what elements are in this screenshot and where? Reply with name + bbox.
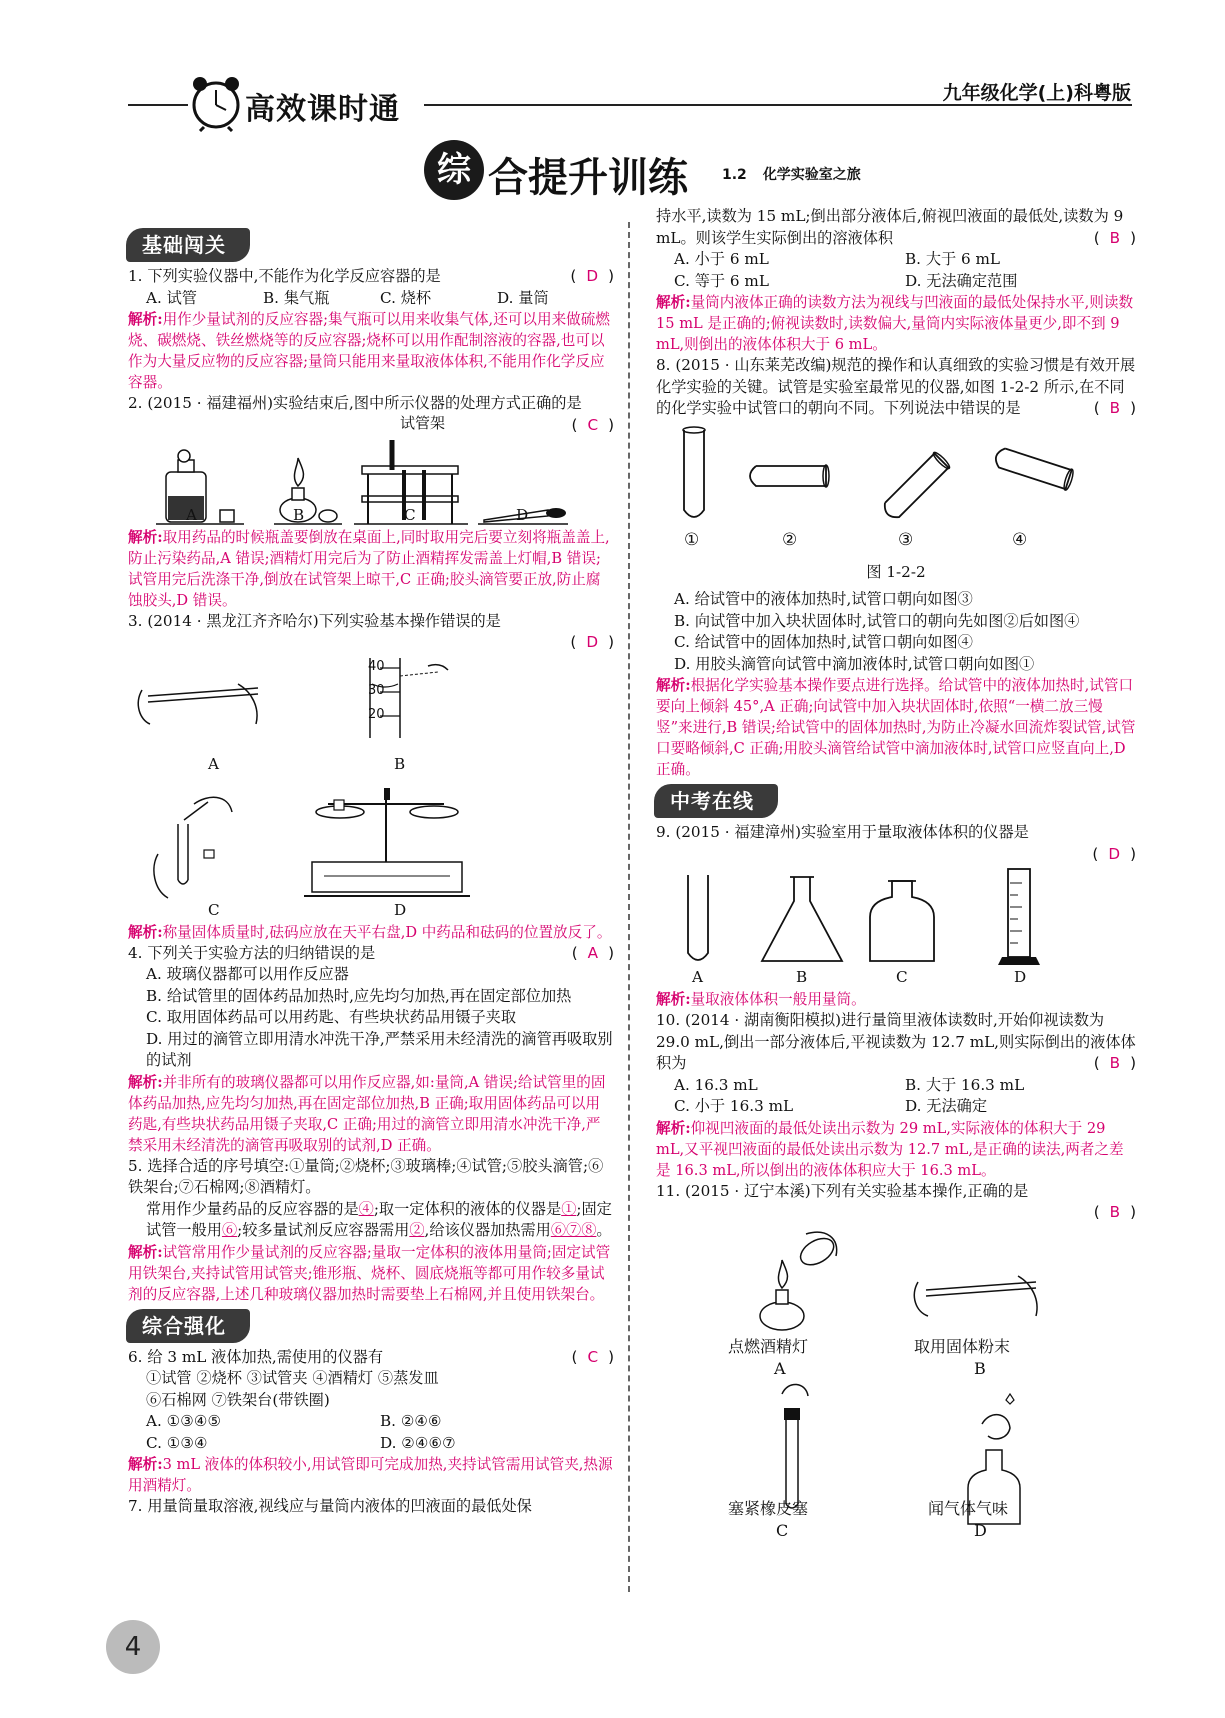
option: B. ②④⑥ — [380, 1412, 442, 1430]
explanation-10: 解析:仰视凹液面的最低处读出示数为 29 mL,实际液体的体积大于 29 mL,又平视凹液面的最低处读出示数为 12.7 mL,是正确的读法,两者之差是 16.3 mL,所以倒出的液体体积应大于 16.3 mL。 — [656, 1119, 1124, 1179]
fig-label: D — [516, 505, 529, 524]
basic-operations-illustration — [656, 1224, 1136, 1542]
question-6-items: ①试管 ②烧杯 ③试管夹 ④酒精灯 ⑤蒸发皿 — [146, 1369, 439, 1387]
question-7-options — [656, 249, 1136, 292]
option: B. 大于 16.3 mL — [905, 1075, 1025, 1094]
question-5-stem: 5. 选择合适的序号填空:①量筒;②烧杯;③玻璃棒;④试管;⑤胶头滴管;⑥铁架台;⑦石棉网;⑧酒精灯。 — [128, 1156, 604, 1196]
option: C. 烧杯 — [380, 288, 432, 307]
question-5 — [128, 1156, 614, 1305]
explanation-4: 解析:并非所有的玻璃仪器都可以用作反应器,如:量筒,A 错误;给试管里的固体药品加热,应先均匀加热,再在固定部位加热,B 正确;取用固体药品可以用药匙,有些块状药品用镊子夹取,C 正确;用过的滴管立即用清水冲洗干净,严禁采用未经清洗的滴管再吸取别的试剂,D 正确。 — [128, 1073, 606, 1154]
option: A. ①③④⑤ — [146, 1412, 222, 1430]
question-8 — [656, 355, 1136, 780]
explanation-9: 解析:量取液体体积一般用量筒。 — [656, 991, 866, 1008]
question-6-stem: 6. 给 3 mL 液体加热,需使用的仪器有 — [128, 1347, 384, 1366]
section-number: 1.2 — [722, 167, 747, 183]
option: D. 无法确定范围 — [905, 271, 1018, 290]
option: B. 大于 6 mL — [905, 250, 1000, 268]
blank-answer: ⑥⑦⑧ — [550, 1221, 597, 1239]
book-title: 九年级化学(上)科粤版 — [942, 82, 1131, 104]
question-9-figure — [656, 865, 1136, 989]
answer-3: ( D ) — [570, 633, 614, 651]
section-title-text: 合提升训练 — [488, 155, 688, 201]
question-10-stem: 10. (2014 · 湖南衡阳模拟)进行量筒里液体读数时,开始仰视读数为 29.0 mL,倒出一部分液体后,平视读数为 12.7 mL,则实际倒出的液体体积为 — [656, 1011, 1136, 1072]
answer-4: ( A ) — [571, 943, 614, 962]
option: C. 取用固体药品可以用药匙、有些块状药品用镊子夹取 — [146, 1008, 517, 1026]
fig-label: B — [394, 754, 406, 773]
answer-1: ( D ) — [570, 267, 614, 285]
option: A. 16.3 mL — [674, 1075, 758, 1094]
question-3-stem: 3. (2014 · 黑龙江齐齐哈尔)下列实验基本操作错误的是 — [128, 611, 501, 630]
tube-label: ④ — [1012, 529, 1028, 550]
answer-7: ( B ) — [1093, 228, 1136, 247]
question-8-figure — [656, 420, 1136, 560]
brand-title: 高效课时通 — [245, 92, 400, 127]
option: B. 集气瓶 — [263, 288, 330, 307]
fig-label: A — [208, 754, 219, 773]
fig-label: C — [208, 900, 220, 919]
option: C. 等于 6 mL — [674, 271, 769, 290]
question-9 — [656, 822, 1136, 1010]
fig-label: A — [186, 505, 197, 524]
question-8-stem: 8. (2015 · 山东莱芜改编)规范的操作和认真细致的实验习惯是有效开展化学实验的关键。试管是实验室最常见的仪器,如图 1-2-2 所示,在不同的化学实验中试管口的朝向不同。下列说法中错误的是 — [656, 356, 1136, 417]
question-1-options — [128, 288, 614, 310]
option: C. ①③④ — [146, 1433, 208, 1452]
cylinder-tick: 40 — [368, 658, 385, 674]
section-title-circle: 综 — [424, 140, 484, 200]
fig-label: C — [776, 1520, 789, 1540]
cylinder-tick: 30 — [368, 682, 385, 698]
test-tube-orientations-illustration — [656, 420, 1136, 560]
section-topic: 化学实验室之旅 — [762, 167, 861, 183]
figure-caption: 图 1-2-2 — [866, 562, 926, 581]
option: A. 试管 — [146, 288, 197, 307]
explanation-7: 解析:量筒内液体正确的读数方法为视线与凹液面的最低处保持水平,则读数 15 mL 是正确的;俯视读数时,读数偏大,量筒内实际液体量更少,即不到 9 mL,则倒出的液体体积大于 6 mL。 — [656, 294, 1134, 353]
tube-label: ③ — [898, 529, 914, 550]
tube-label: ② — [782, 529, 798, 550]
fig-label: C — [404, 505, 416, 524]
operation-caption: 塞紧橡皮塞 — [728, 1498, 809, 1518]
tube-label: ① — [684, 529, 700, 550]
question-2-stem: 2. (2015 · 福建福州)实验结束后,图中所示仪器的处理方式正确的是 — [128, 394, 582, 412]
blank-answer: ④ — [358, 1199, 374, 1218]
explanation-6: 解析:3 mL 液体的体积较小,用试管即可完成加热,夹持试管需用试管夹,热源用酒精灯。 — [128, 1456, 613, 1494]
question-4 — [128, 943, 614, 1156]
question-3 — [128, 611, 614, 943]
question-7-stem: 持水平,读数为 15 mL;倒出部分液体后,俯视凹液面的最低处,读数为 9 mL。则该学生实际倒出的溶液体积 — [656, 207, 1124, 247]
question-2 — [128, 393, 614, 611]
fig-label: B — [293, 505, 305, 524]
answer-11: ( B ) — [1093, 1203, 1136, 1221]
explanation-3: 解析:称量固体质量时,砝码应放在天平右盘,D 中药品和砝码的位置放反了。 — [128, 923, 612, 941]
option: B. 给试管里的固体药品加热时,应先均匀加热,再在固定部位加热 — [146, 986, 572, 1005]
banner-strengthen: 综合强化 — [126, 1309, 250, 1343]
option: B. 向试管中加入块状固体时,试管口的朝向先如图②后如图④ — [674, 611, 1080, 630]
question-10-options — [656, 1075, 1136, 1118]
option: D. ②④⑥⑦ — [380, 1433, 456, 1452]
left-column — [128, 228, 614, 1518]
answer-10: ( B ) — [1093, 1054, 1136, 1072]
fig-label: D — [394, 900, 407, 919]
right-column — [656, 206, 1136, 1542]
fig-label: D — [1014, 968, 1027, 986]
question-4-stem: 4. 下列关于实验方法的归纳错误的是 — [128, 943, 376, 962]
question-7-start: 7. 用量筒量取溶液,视线应与量筒内液体的凹液面的最低处保 — [128, 1497, 532, 1515]
blank-answer: ② — [409, 1221, 425, 1239]
option: C. 给试管中的固体加热时,试管口朝向如图④ — [674, 633, 973, 651]
question-5-blanks: 常用作少量药品的反应容器的是④;取一定体积的液体的仪器是①;固定试管一般用⑥;较多量试剂反应容器需用②,给该仪器加热需用⑥⑦⑧。 — [146, 1199, 612, 1239]
fig-label: A — [774, 1358, 786, 1378]
page-number: 4 — [106, 1620, 160, 1674]
operation-caption: 取用固体粉末 — [914, 1336, 1011, 1356]
section-subtitle — [722, 164, 877, 184]
fig-label: C — [896, 968, 908, 986]
question-1-stem: 1. 下列实验仪器中,不能作为化学反应容器的是 — [128, 267, 441, 285]
question-11-stem: 11. (2015 · 辽宁本溪)下列有关实验基本操作,正确的是 — [656, 1181, 1029, 1200]
question-9-stem: 9. (2015 · 福建漳州)实验室用于量取液体体积的仪器是 — [656, 823, 1029, 841]
banner-exam: 中考在线 — [654, 784, 778, 818]
explanation-8: 解析:根据化学实验基本操作要点进行选择。给试管中的液体加热时,试管口要向上倾斜 45°,A 正确;向试管中加入块状固体时,依照“一横二放三慢竖”来进行,B 错误;给试管中的固体加热时,为防止冷凝水回流炸裂试管,试管口要略倾斜,C 正确;用胶头滴管给试管中滴加液体时,试管口应竖直向上,D 正确。 — [656, 677, 1136, 778]
operation-caption: 点燃酒精灯 — [728, 1336, 809, 1356]
question-1 — [128, 266, 614, 393]
answer-6: ( C ) — [571, 1347, 614, 1366]
question-10 — [656, 1010, 1136, 1181]
question-7-continued — [656, 206, 1136, 355]
column-divider — [628, 222, 630, 1592]
rack-label: 试管架 — [400, 413, 446, 432]
question-11 — [656, 1181, 1136, 1542]
question-6-options — [128, 1411, 614, 1454]
option: D. 用过的滴管立即用清水冲洗干净,严禁采用未经清洗的滴管再吸取别的试剂 — [146, 1029, 613, 1069]
question-3-figure — [128, 654, 614, 922]
answer-2: ( C ) — [571, 415, 614, 434]
lab-cleanup-illustration — [128, 436, 614, 548]
question-2-figure — [128, 415, 614, 527]
question-11-figure — [656, 1224, 1136, 1542]
cylinder-tick: 20 — [368, 706, 385, 722]
option: D. 无法确定 — [905, 1097, 988, 1115]
explanation-2: 解析:取用药品的时候瓶盖要倒放在桌面上,同时取用完后要立刻将瓶盖盖上,防止污染药品,A 错误;酒精灯用完后为了防止酒精挥发需盖上灯帽,B 错误;试管用完后洗涤干净,倒放在试管架上晾干,C 正确;胶头滴管要正放,防止腐蚀胶头,D 错误。 — [128, 528, 610, 609]
blank-answer: ① — [561, 1199, 577, 1218]
explanation-5: 解析:试管常用作少量试剂的反应容器;量取一定体积的液体用量筒;固定试管用铁架台,夹持试管用试管夹;锥形瓶、烧杯、圆底烧瓶等都可用作较多量试剂的反应容器,上述几种玻璃仪器加热时需要垫上石棉网,并且使用铁架台。 — [128, 1243, 611, 1303]
fig-label: A — [692, 968, 703, 986]
option: D. 用胶头滴管向试管中滴加液体时,试管口朝向如图① — [674, 654, 1035, 673]
option: D. 量筒 — [497, 288, 549, 307]
question-6 — [128, 1347, 614, 1497]
option: A. 小于 6 mL — [674, 250, 769, 268]
header-rule-left — [128, 104, 188, 106]
operation-caption: 闻气体气味 — [928, 1498, 1009, 1518]
answer-9: ( D ) — [1092, 844, 1136, 863]
question-6-items: ⑥石棉网 ⑦铁架台(带铁圈) — [146, 1390, 330, 1409]
answer-8: ( B ) — [1093, 399, 1136, 417]
option: A. 玻璃仪器都可以用作反应器 — [146, 965, 349, 983]
alarm-clock-icon — [186, 72, 246, 132]
explanation-1: 解析:用作少量试剂的反应容器;集气瓶可以用来收集气体,还可以用来做硫燃烧、碳燃烧、铁丝燃烧等的反应容器;烧杯可以用作配制溶液的容器,也可以作为大量反应物的反应容器;量筒只能用来量取液体体积,不能用作化学反应容器。 — [128, 311, 610, 391]
blank-answer: ⑥ — [221, 1221, 238, 1239]
fig-label: B — [796, 968, 808, 986]
fig-label: D — [974, 1520, 987, 1540]
option: A. 给试管中的液体加热时,试管口朝向如图③ — [674, 590, 973, 608]
option: C. 小于 16.3 mL — [674, 1097, 794, 1115]
banner-basic: 基础闯关 — [126, 228, 250, 262]
fig-label: B — [974, 1358, 986, 1378]
